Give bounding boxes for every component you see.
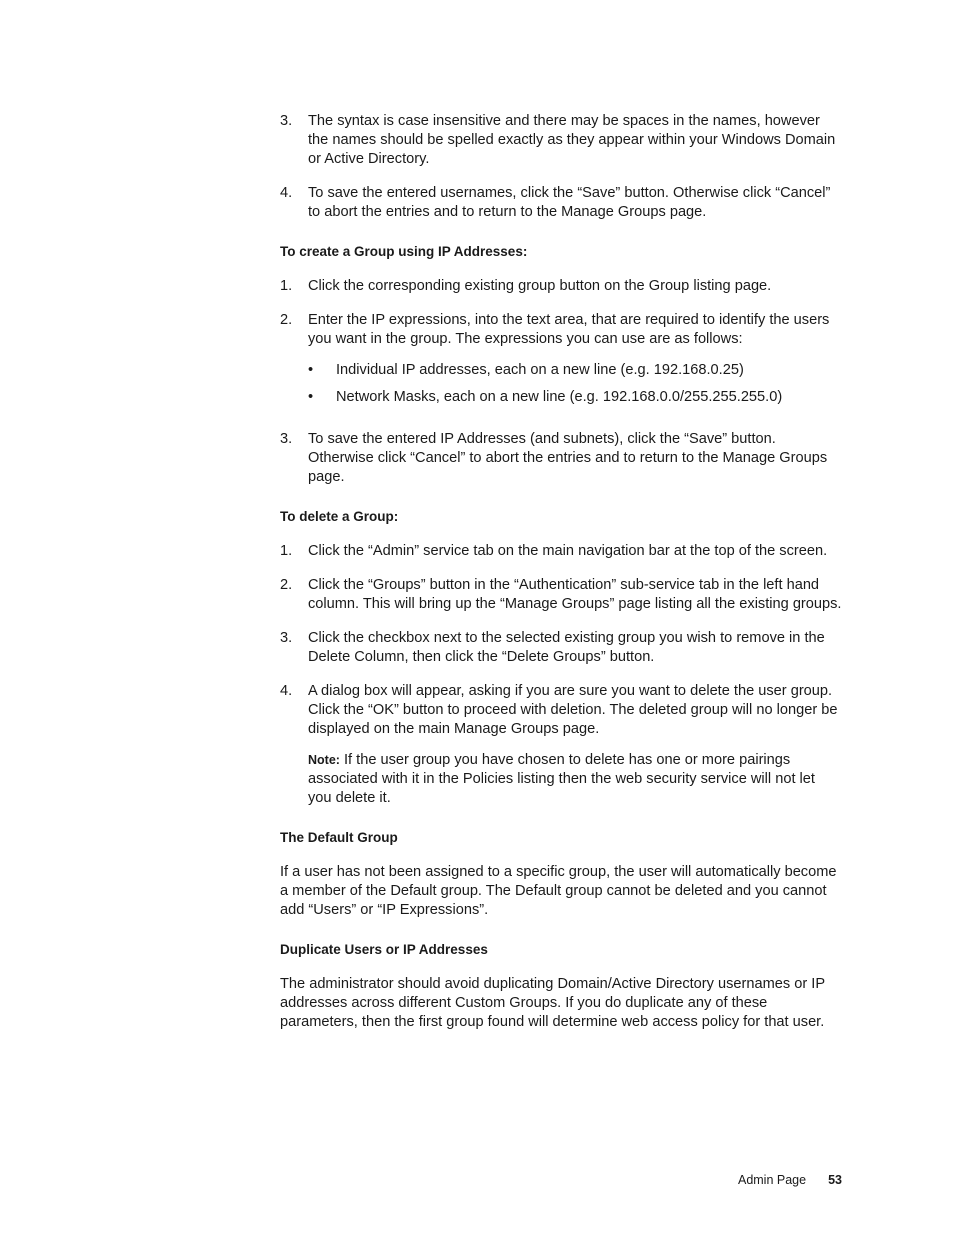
- list-text: A dialog box will appear, asking if you are sure you want to delete the user group. Click the “OK” button to proceed with deletion. The deleted group will no longer be displayed on the main Manage Groups page.: [308, 683, 838, 737]
- bullet-text: Network Masks, each on a new line (e.g. 192.168.0.0/255.255.255.0): [336, 389, 783, 405]
- footer-section-title: Admin Page: [737, 1173, 807, 1187]
- list-number: 2.: [280, 577, 293, 593]
- paragraph-default-group: If a user has not been assigned to a specific group, the user will automatically become a member of the Default group. The Default group cannot be deleted and you cannot add “Users” or “IP Expressions”.: [280, 864, 837, 918]
- note: [308, 751, 842, 808]
- list-text: To save the entered usernames, click the “Save” button. Otherwise click “Cancel” to abort the entries and to return to the Manage Groups page.: [308, 185, 831, 220]
- section-heading-delete: To delete a Group:: [280, 509, 399, 524]
- list-item: [280, 311, 842, 415]
- list-item: [280, 184, 842, 222]
- bullet-mark: •: [308, 389, 314, 405]
- page-number: 53: [828, 1173, 842, 1187]
- list-item: [280, 430, 842, 487]
- bullet-item: [308, 388, 842, 407]
- list-text: Click the “Admin” service tab on the main navigation bar at the top of the screen.: [308, 543, 828, 559]
- list-number: 1.: [280, 543, 293, 559]
- list-item: [280, 277, 842, 296]
- section-heading-default-group: The Default Group: [280, 830, 398, 845]
- list-text: Click the corresponding existing group button on the Group listing page.: [308, 278, 772, 294]
- list-body: [308, 311, 842, 415]
- list-item: [280, 629, 842, 667]
- bullet-mark: •: [308, 362, 314, 378]
- page-footer: [738, 1173, 842, 1187]
- bullet-text: Individual IP addresses, each on a new line (e.g. 192.168.0.25): [336, 362, 744, 378]
- page-content: [280, 112, 842, 1047]
- list-item: [280, 112, 842, 169]
- list-number: 1.: [280, 278, 293, 294]
- list-number: 3.: [280, 630, 293, 646]
- section-heading-ip: To create a Group using IP Addresses:: [280, 244, 528, 259]
- list-number: 2.: [280, 312, 293, 328]
- list-item: [280, 682, 842, 808]
- note-label: Note:: [308, 753, 340, 767]
- list-item: [280, 576, 842, 614]
- note-text: If the user group you have chosen to delete has one or more pairings associated with it in the Policies listing then the web security service will not let you delete it.: [308, 752, 815, 806]
- list-item: [280, 542, 842, 561]
- list-text: Enter the IP expressions, into the text area, that are required to identify the users you want in the group. The expressions you can use are as follows:: [308, 312, 830, 347]
- list-number: 3.: [280, 431, 293, 447]
- list-text: The syntax is case insensitive and there may be spaces in the names, however the names should be spelled exactly as they appear within your Windows Domain or Active Directory.: [308, 113, 836, 167]
- bullet-list: [308, 361, 842, 407]
- list-number: 4.: [280, 683, 293, 699]
- list-text: Click the checkbox next to the selected existing group you wish to remove in the Delete Column, then click the “Delete Groups” button.: [308, 630, 825, 665]
- list-text: To save the entered IP Addresses (and subnets), click the “Save” button. Otherwise click “Cancel” to abort the entries and to return to the Manage Groups page.: [308, 431, 828, 485]
- list-number: 3.: [280, 113, 293, 129]
- list-number: 4.: [280, 185, 293, 201]
- list-body: [308, 682, 842, 808]
- list-text: Click the “Groups” button in the “Authentication” sub-service tab in the left hand column. This will bring up the “Manage Groups” page listing all the existing groups.: [308, 577, 842, 612]
- paragraph-duplicates: The administrator should avoid duplicating Domain/Active Directory usernames or IP addresses across different Custom Groups. If you do duplicate any of these parameters, then the first group found will determine web access policy for that user.: [280, 976, 825, 1030]
- section-heading-duplicates: Duplicate Users or IP Addresses: [280, 942, 488, 957]
- bullet-item: [308, 361, 842, 380]
